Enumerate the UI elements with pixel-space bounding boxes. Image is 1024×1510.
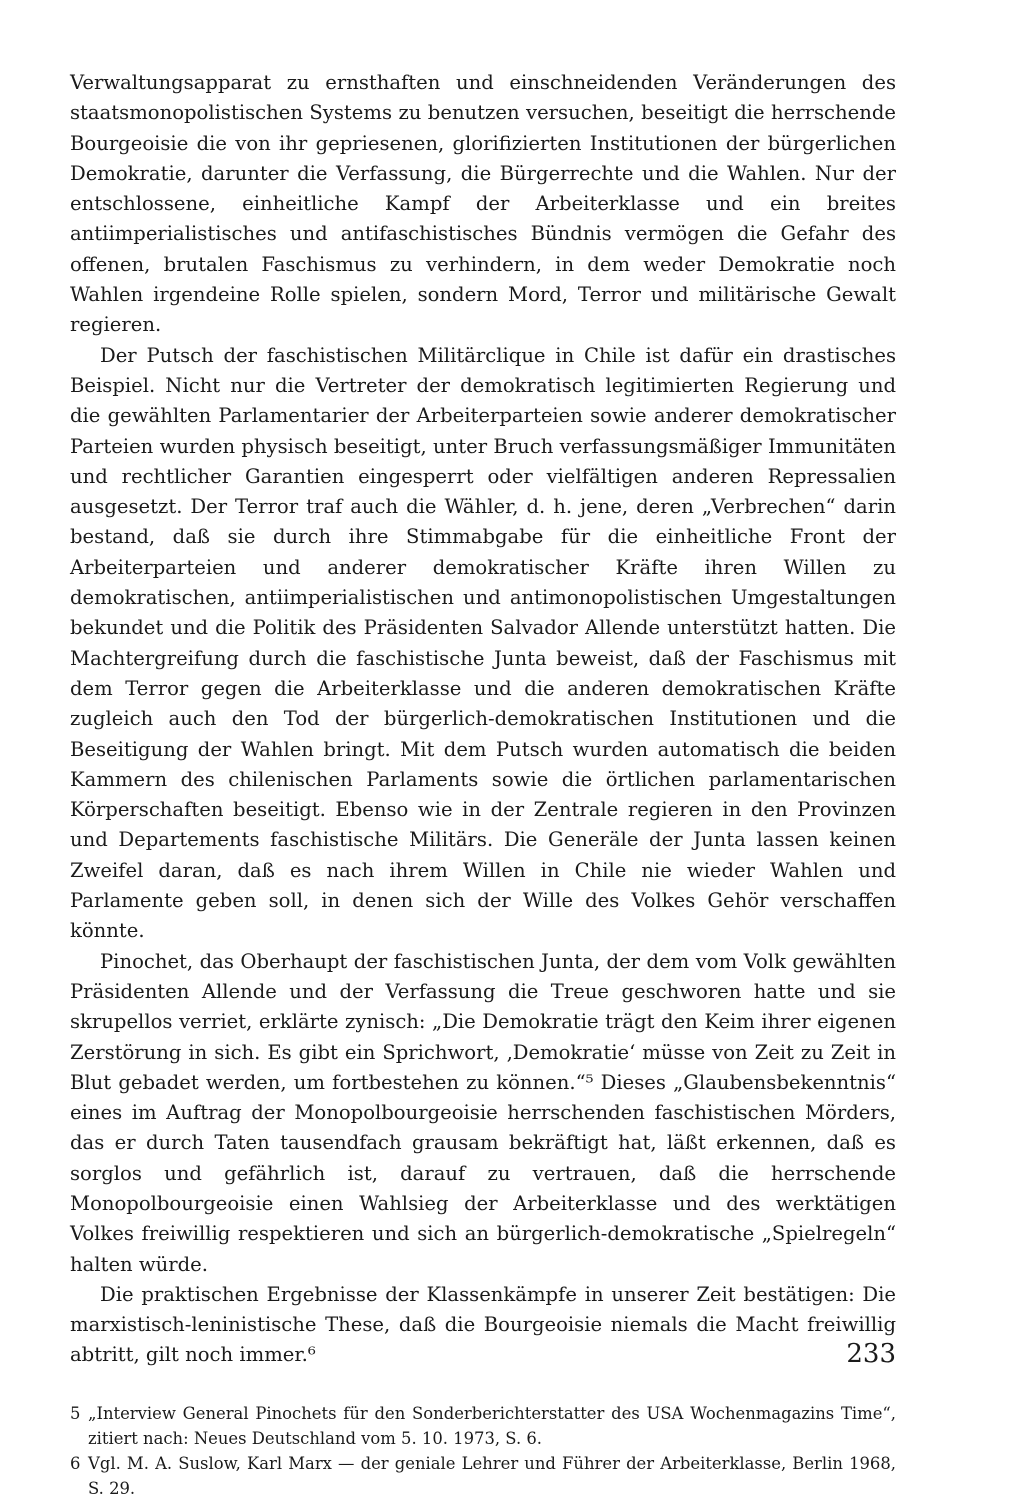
book-page xyxy=(70,68,896,1501)
footnote-number: 5 xyxy=(70,1403,81,1423)
paragraph-1: Verwaltungsapparat zu ernsthaften und einschneidenden Veränderungen des staatsmonopolistischen Systems zu benutzen versuchen, beseitigt die herrschende Bourgeoisie die von ihr gepriesenen, glorifizierten Institutionen der bürgerlichen Demokratie, darunter die Verfassung, die Bürgerrechte und die Wahlen. Nur der entschlossene, einheitliche Kampf der Arbeiterklasse und ein breites antiimperialistisches und antifaschistisches Bündnis vermögen die Gefahr des offenen, brutalen Faschismus zu verhindern, in dem weder Demokratie noch Wahlen irgendeine Rolle spielen, sondern Mord, Terror und militärische Gewalt regieren. xyxy=(70,71,896,337)
footnote-number: 6 xyxy=(70,1453,81,1473)
footnotes xyxy=(70,1401,896,1501)
paragraph-2: Der Putsch der faschistischen Militärclique in Chile ist dafür ein drastisches Beispiel. Nicht nur die Vertreter der demokratisch legitimierten Regierung und die gewählten Parlamentarier der Arbeiterparteien sowie anderer demokratischer Parteien wurden physisch beseitigt, unter Bruch verfassungsmäßiger Immunitäten und rechtlicher Garantien eingesperrt oder vielfältigen anderen Repressalien ausgesetzt. Der Terror traf auch die Wähler, d. h. jene, deren „Verbrechen“ darin bestand, daß sie durch ihre Stimmabgabe für die einheitliche Front der Arbeiterparteien und anderer demokratischer Kräfte ihren Willen zu demokratischen, antiimperialistischen und antimonopolistischen Umgestaltungen bekundet und die Politik des Präsidenten Salvador Allende unterstützt hatten. Die Machtergreifung durch die faschistische Junta beweist, daß der Faschismus mit dem Terror gegen die Arbeiterklasse und die anderen demokratischen Kräfte zugleich auch den Tod der bürgerlich-demokratischen Institutionen und die Beseitigung der Wahlen bringt. Mit dem Putsch wurden automatisch die beiden Kammern des chilenischen Parlaments sowie die örtlichen parlamentarischen Körperschaften beseitigt. Ebenso wie in der Zentrale regieren in den Provinzen und Departements faschistische Militärs. Die Generäle der Junta lassen keinen Zweifel daran, daß es nach ihrem Willen in Chile nie wieder Wahlen und Parlamente geben soll, in denen sich der Wille des Volkes Gehör verschaffen könnte. xyxy=(70,343,896,943)
paragraph-4: Die praktischen Ergebnisse der Klassenkämpfe in unserer Zeit bestätigen: Die marxistisch-leninistische These, daß die Bourgeoisie niemals die Macht freiwillig abtritt, gilt noch immer.⁶ xyxy=(70,1282,896,1367)
footnote-5 xyxy=(70,1401,896,1451)
body-text xyxy=(70,68,896,1371)
page-number: 233 xyxy=(846,1339,896,1369)
footnote-6 xyxy=(70,1451,896,1501)
paragraph-3: Pinochet, das Oberhaupt der faschistischen Junta, der dem vom Volk gewählten Präsidenten Allende und der Verfassung die Treue geschworen hatte und sie skrupellos verriet, erklärte zynisch: „Die Demokratie trägt den Keim ihrer eigenen Zerstörung in sich. Es gibt ein Sprichwort, ‚Demokratie‘ müsse von Zeit zu Zeit in Blut gebadet werden, um fortbestehen zu können.“⁵ Dieses „Glaubensbekenntnis“ eines im Auftrag der Monopolbourgeoisie herrschenden faschistischen Mörders, das er durch Taten tausendfach grausam bekräftigt hat, läßt erkennen, daß es sorglos und gefährlich ist, darauf zu vertrauen, daß die herrschende Monopolbourgeoisie einen Wahlsieg der Arbeiterklasse und des werktätigen Volkes freiwillig respektieren und sich an bürgerlich-demokratische „Spielregeln“ halten würde. xyxy=(70,949,896,1276)
footnote-text: Vgl. M. A. Suslow, Karl Marx — der geniale Lehrer und Führer der Arbeiterklasse, Berlin 1968, S. 29. xyxy=(88,1453,896,1498)
footnote-text: „Interview General Pinochets für den Sonderberichterstatter des USA Wochenmagazins Time“, zitiert nach: Neues Deutschland vom 5. 10. 1973, S. 6. xyxy=(88,1403,896,1448)
